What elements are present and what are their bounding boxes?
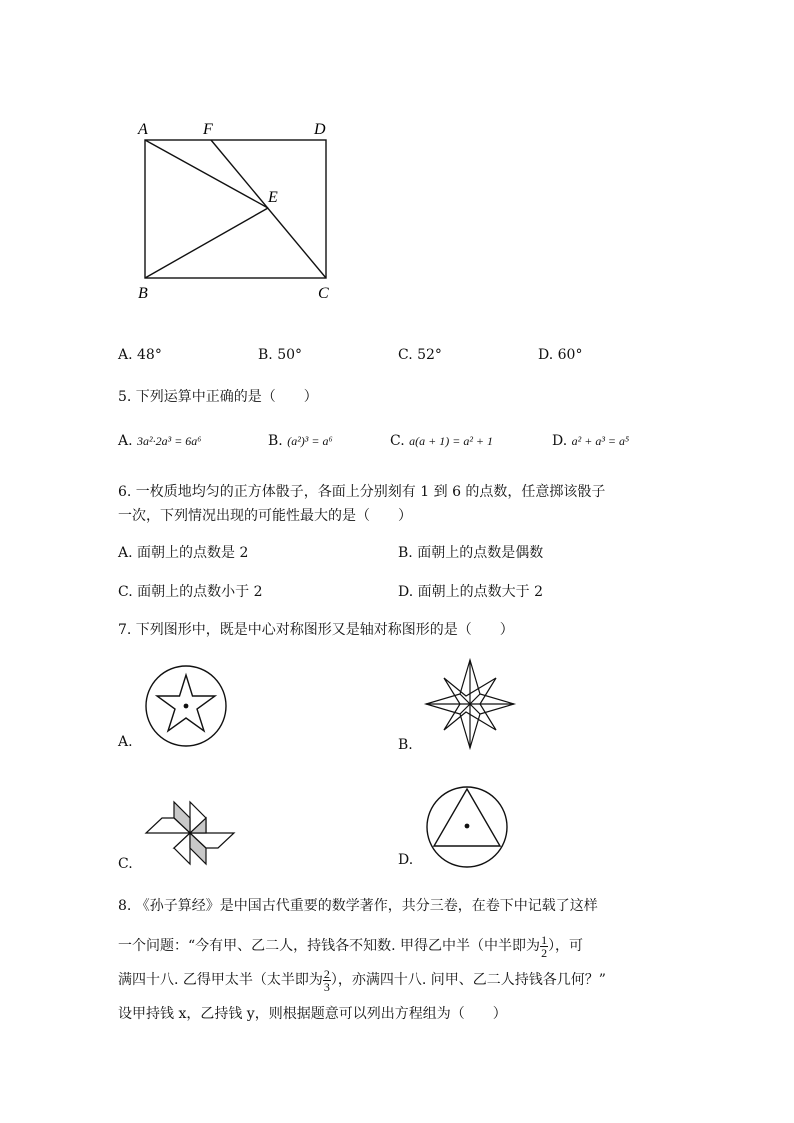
q5-option-b[interactable] bbox=[268, 433, 333, 449]
figure-circle-star bbox=[143, 663, 229, 749]
q8-line2 bbox=[118, 931, 583, 961]
rectangle-figure bbox=[130, 112, 340, 302]
q6-stem-line2: 一次，下列情况出现的可能性最大的是（ ） bbox=[118, 508, 412, 524]
label-e: E bbox=[268, 189, 278, 206]
q6-option-a[interactable]: A. 面朝上的点数是 2 bbox=[118, 545, 249, 561]
q8-line2-pre: 一个问题：“今有甲、乙二人，持钱各不知数. 甲得乙中半（中半即为 bbox=[118, 938, 541, 954]
q5-option-c-expr: a(a + 1) = a² + 1 bbox=[409, 434, 494, 448]
fraction-two-thirds: $\frac{2}{3}$ bbox=[323, 966, 330, 994]
q4-option-d[interactable]: D. 60° bbox=[538, 347, 583, 363]
q6-option-d[interactable]: D. 面朝上的点数大于 2 bbox=[398, 584, 543, 600]
segment-be bbox=[145, 208, 268, 278]
segment-ae bbox=[145, 140, 268, 208]
q7-option-a[interactable]: A. bbox=[118, 734, 133, 750]
q5-option-b-expr: (a²)³ = a⁶ bbox=[287, 434, 333, 448]
q5-option-c[interactable] bbox=[390, 433, 493, 449]
q4-option-b[interactable]: B. 50° bbox=[258, 347, 303, 363]
q5-option-c-label: C. bbox=[390, 433, 405, 449]
q4-option-c[interactable]: C. 52° bbox=[398, 347, 442, 363]
q6-option-b[interactable]: B. 面朝上的点数是偶数 bbox=[398, 545, 544, 561]
q5-option-a[interactable] bbox=[118, 433, 201, 449]
q8-line3-post: ），亦满四十八. 问甲、乙二人持钱各几何？” bbox=[330, 972, 606, 988]
figure-eight-point-star bbox=[422, 658, 518, 750]
q5-option-b-label: B. bbox=[268, 433, 283, 449]
label-b: B bbox=[138, 285, 148, 302]
q8-line3 bbox=[118, 965, 606, 995]
label-f: F bbox=[203, 121, 213, 138]
q5-option-a-expr: 3a²·2a³ = 6a⁶ bbox=[137, 434, 202, 448]
q5-option-d[interactable] bbox=[552, 433, 629, 449]
figure-circle-triangle bbox=[424, 784, 510, 870]
label-d: D bbox=[314, 121, 326, 138]
fraction-one-half: $\frac{1}{2}$ bbox=[541, 932, 548, 960]
q8-line3-pre: 满四十八. 乙得甲太半（太半即为 bbox=[118, 972, 323, 988]
q4-option-a[interactable]: A. 48° bbox=[118, 347, 162, 363]
q6-stem-line1: 6. 一枚质地均匀的正方体骰子，各面上分别刻有 1 到 6 的点数，任意掷该骰子 bbox=[118, 484, 606, 500]
q8-line2-post: ），可 bbox=[548, 938, 584, 954]
label-a: A bbox=[138, 121, 148, 138]
figure-pinwheel bbox=[144, 800, 236, 866]
q7-option-c[interactable]: C. bbox=[118, 856, 133, 872]
segment-fc bbox=[211, 140, 326, 278]
q5-option-d-expr: a² + a³ = a⁵ bbox=[571, 434, 630, 448]
q5-option-a-label: A. bbox=[118, 433, 133, 449]
q8-line1: 8. 《孙子算经》是中国古代重要的数学著作，共分三卷，在卷下中记载了这样 bbox=[118, 898, 598, 914]
q7-option-b[interactable]: B. bbox=[398, 737, 413, 753]
q7-stem: 7. 下列图形中，既是中心对称图形又是轴对称图形的是（ ） bbox=[118, 622, 514, 638]
q6-option-c[interactable]: C. 面朝上的点数小于 2 bbox=[118, 584, 263, 600]
rectangle-abcd bbox=[145, 140, 326, 278]
label-c: C bbox=[318, 285, 329, 302]
q7-option-d[interactable]: D. bbox=[398, 852, 414, 868]
q8-line4: 设甲持钱 x，乙持钱 y，则根据题意可以列出方程组为（ ） bbox=[118, 1006, 507, 1022]
q5-option-d-label: D. bbox=[552, 433, 568, 449]
q5-stem: 5. 下列运算中正确的是（ ） bbox=[118, 389, 318, 405]
